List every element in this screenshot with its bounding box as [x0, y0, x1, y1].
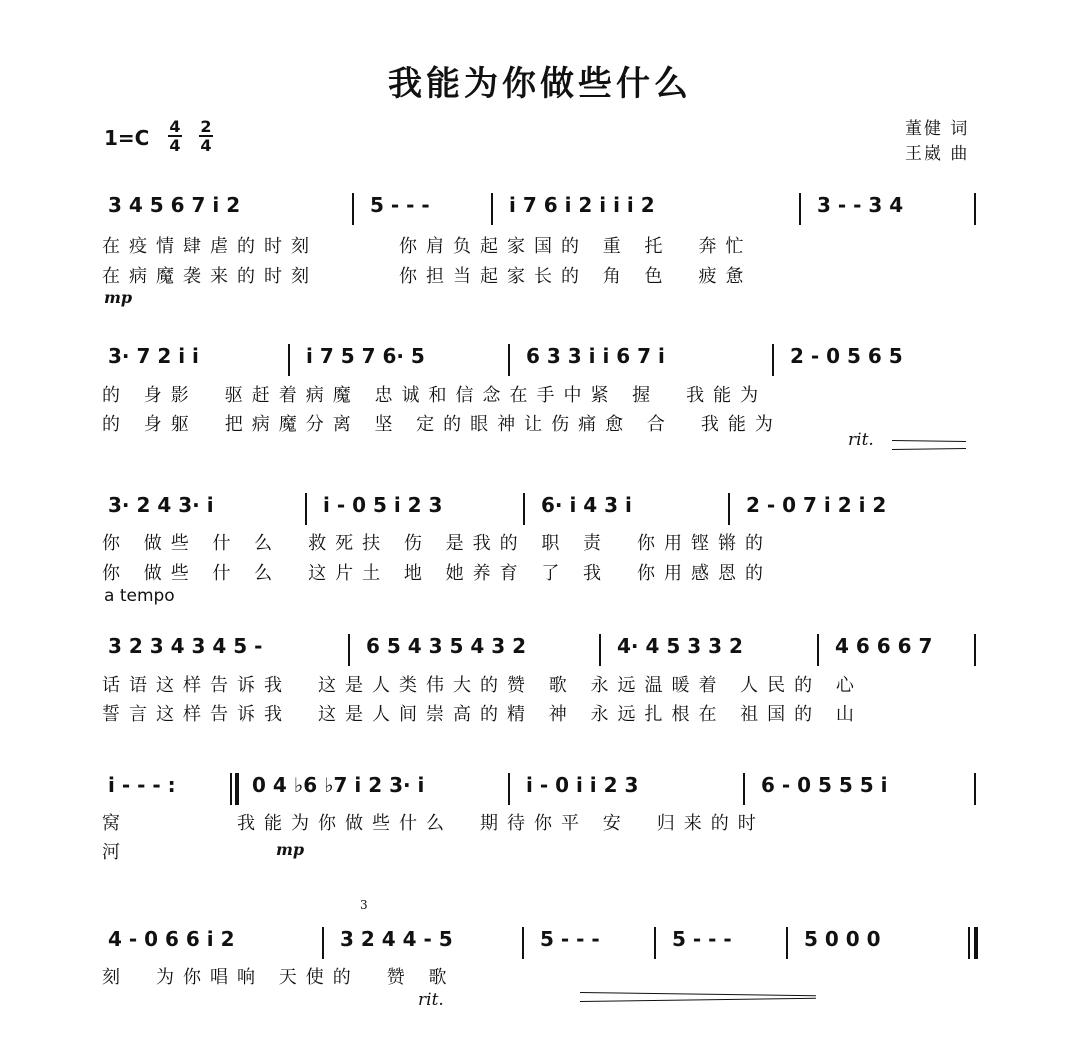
music-line-4 [102, 634, 982, 674]
triplet-mark: 3 [360, 898, 368, 912]
dynamic-mp: mp [276, 840, 305, 859]
lyrics-line-3a: 你 做些 什 么 救死扶 伤 是我的 职 责 你用铿锵的 [102, 533, 773, 554]
barline [743, 773, 745, 805]
measure: 4 - 0 6 6 i 2 [108, 927, 235, 951]
final-barline-thin [968, 927, 970, 959]
barline [508, 344, 510, 376]
lyrics-line-4b: 誓言这样告诉我 这是人间崇高的精 神 永远扎根在 祖国的 山 [102, 704, 863, 725]
key-signature: 1=C [104, 126, 150, 150]
repeat-barline [230, 773, 232, 805]
lyrics-line-2b: 的 身躯 把病魔分离 坚 定的眼神让伤痛愈 合 我能为 [102, 414, 782, 435]
barline [522, 927, 524, 959]
diminuendo-hairpin [892, 440, 966, 450]
barline [772, 344, 774, 376]
music-line-3 [102, 493, 982, 533]
repeat-barline-thick [235, 773, 239, 805]
measure: 5 - - - [540, 927, 600, 951]
lyrics-line-5b: 河 [102, 842, 129, 863]
diminuendo-hairpin [580, 992, 816, 1002]
lyricist-credit: 董健 词 [905, 119, 970, 139]
lyrics-line-2a: 的 身影 驱赶着病魔 忠诚和信念在手中紧 握 我能为 [102, 385, 768, 406]
time-signature-b-top: 2 [200, 117, 212, 136]
barline [974, 634, 976, 666]
measure: 3 2 3 4 3 4 5 - [108, 634, 263, 658]
final-barline-thick [974, 927, 978, 959]
barline [352, 193, 354, 225]
barline [974, 193, 976, 225]
composer-credit: 王崴 曲 [905, 144, 970, 164]
measure: i - 0 5 i 2 3 [323, 493, 443, 517]
measure: 3· 2 4 3· i [108, 493, 214, 517]
barline [322, 927, 324, 959]
measure: 5 - - - [672, 927, 732, 951]
measure: 2 - 0 5 6 5 [790, 344, 903, 368]
measure: 3 4 5 6 7 i 2 [108, 193, 241, 217]
measure: 2 - 0 7 i 2 i 2 [746, 493, 887, 517]
song-title: 我能为你做些什么 [388, 64, 692, 104]
measure: 3· 7 2 i i [108, 344, 199, 368]
lyrics-line-5a: 窝 我能为你做些什么 期待你平 安 归来的时 [102, 813, 765, 834]
music-line-1 [102, 193, 982, 233]
measure: 5 - - - [370, 193, 430, 217]
time-signature-b-bottom: 4 [200, 136, 212, 155]
music-line-5 [102, 773, 982, 813]
measure: 3 2 4 4 - 5 [340, 927, 453, 951]
measure: i - - - : [108, 773, 176, 797]
barline [654, 927, 656, 959]
measure: 5 0 0 0 [804, 927, 881, 951]
measure: 6 5 4 3 5 4 3 2 [366, 634, 527, 658]
lyrics-line-1b: 在病魔袭来的时刻 你担当起家长的 角 色 疲惫 [102, 266, 753, 287]
ritardando-mark: rit. [418, 990, 444, 1010]
barline [799, 193, 801, 225]
barline [728, 493, 730, 525]
a-tempo-mark: a tempo [104, 586, 175, 606]
barline [508, 773, 510, 805]
lyrics-line-3b: 你 做些 什 么 这片土 地 她养育 了 我 你用感恩的 [102, 563, 773, 584]
dynamic-mp: mp [104, 288, 133, 307]
ritardando-mark: rit. [848, 430, 874, 450]
measure: 3 - - 3 4 [817, 193, 904, 217]
barline [305, 493, 307, 525]
barline [523, 493, 525, 525]
barline [288, 344, 290, 376]
measure: 6 3 3 i i 6 7 i [526, 344, 665, 368]
barline [974, 773, 976, 805]
time-signature-a-top: 4 [169, 117, 181, 136]
time-signature-a-bottom: 4 [169, 136, 181, 155]
barline [491, 193, 493, 225]
music-line-6 [102, 927, 982, 967]
measure: 6 - 0 5 5 5 i [761, 773, 888, 797]
time-signature-b [199, 118, 213, 154]
lyrics-line-6a: 刻 为你唱响 天使的 赞 歌 [102, 967, 456, 988]
lyrics-line-1a: 在疫情肆虐的时刻 你肩负起家国的 重 托 奔忙 [102, 236, 753, 257]
barline [599, 634, 601, 666]
measure: 0 4 ♭6 ♭7 i 2 3· i [252, 773, 425, 797]
time-signature-a [168, 118, 182, 154]
barline [786, 927, 788, 959]
lyrics-line-4a: 话语这样告诉我 这是人类伟大的赞 歌 永远温暖着 人民的 心 [102, 675, 863, 696]
barline [817, 634, 819, 666]
barline [348, 634, 350, 666]
measure: i - 0 i i 2 3 [526, 773, 639, 797]
measure: i 7 5 7 6· 5 [306, 344, 425, 368]
measure: i 7 6 i 2 i i i 2 [509, 193, 655, 217]
measure: 6· i 4 3 i [541, 493, 632, 517]
measure: 4 6 6 6 7 [835, 634, 933, 658]
measure: 4· 4 5 3 3 2 [617, 634, 743, 658]
music-line-2 [102, 344, 982, 384]
